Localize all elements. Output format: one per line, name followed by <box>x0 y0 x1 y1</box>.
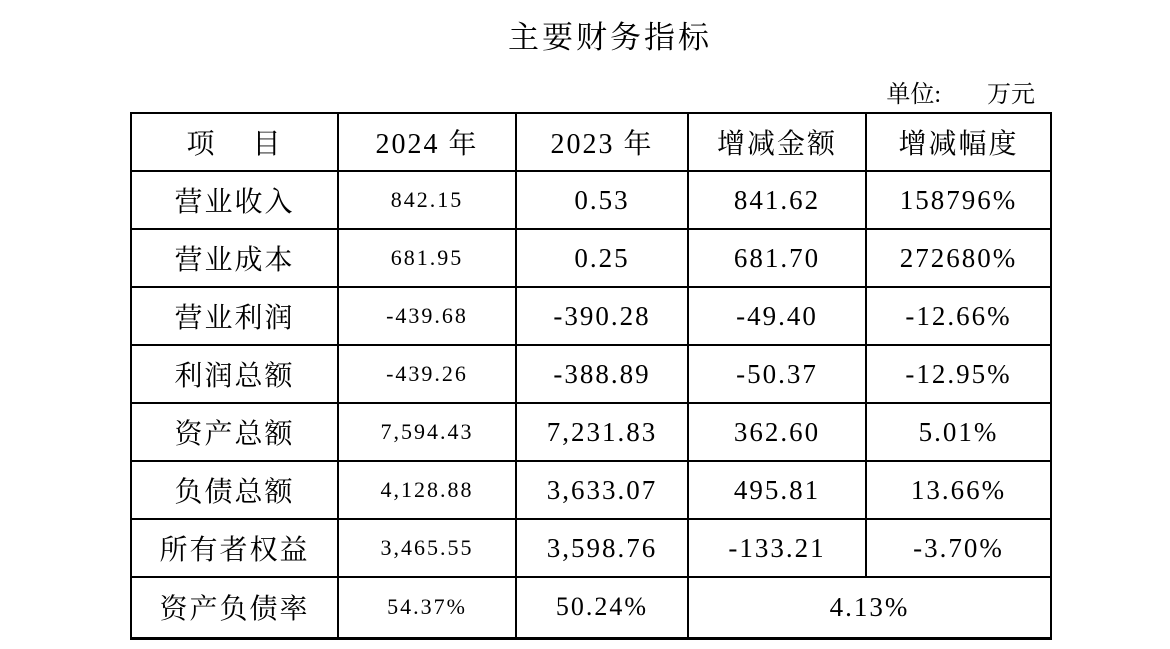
page-title: 主要财务指标 <box>508 20 712 55</box>
cell-rate: 13.66% <box>866 461 1051 519</box>
cell-2023: -388.89 <box>516 345 688 403</box>
cell-2023: 0.53 <box>516 171 688 229</box>
cell-rate: 5.01% <box>866 403 1051 461</box>
cell-2024: 3,465.55 <box>338 519 516 577</box>
table-row <box>131 461 1051 519</box>
cell-change: 362.60 <box>688 403 866 461</box>
financial-indicators-table <box>130 112 1052 640</box>
cell-2023: -390.28 <box>516 287 688 345</box>
table-row <box>131 287 1051 345</box>
cell-combined-change: 4.13% <box>688 577 1051 638</box>
table-row-asset-liability-ratio <box>131 577 1051 638</box>
cell-rate: -3.70% <box>866 519 1051 577</box>
cell-2023: 0.25 <box>516 229 688 287</box>
cell-2023: 3,598.76 <box>516 519 688 577</box>
row-label: 利润总额 <box>131 345 338 403</box>
unit-line <box>130 74 1035 109</box>
header-2023: 2023 年 <box>516 113 688 171</box>
cell-2024: 681.95 <box>338 229 516 287</box>
header-change: 增减金额 <box>688 113 866 171</box>
cell-2023: 50.24% <box>516 577 688 638</box>
row-label: 资产总额 <box>131 403 338 461</box>
cell-2023: 7,231.83 <box>516 403 688 461</box>
cell-rate: -12.66% <box>866 287 1051 345</box>
table-row <box>131 171 1051 229</box>
cell-2024: 842.15 <box>338 171 516 229</box>
cell-2024: -439.26 <box>338 345 516 403</box>
row-label: 营业成本 <box>131 229 338 287</box>
header-2024: 2024 年 <box>338 113 516 171</box>
cell-rate: -12.95% <box>866 345 1051 403</box>
cell-change: -133.21 <box>688 519 866 577</box>
table-row <box>131 403 1051 461</box>
cell-change: 841.62 <box>688 171 866 229</box>
cell-2023: 3,633.07 <box>516 461 688 519</box>
cell-rate: 272680% <box>866 229 1051 287</box>
row-label: 资产负债率 <box>131 577 338 638</box>
unit-value: 万元 <box>987 82 1035 108</box>
row-label: 营业收入 <box>131 171 338 229</box>
table-row <box>131 519 1051 577</box>
table-row <box>131 229 1051 287</box>
cell-change: -49.40 <box>688 287 866 345</box>
unit-label: 单位: <box>886 82 941 108</box>
cell-2024: 7,594.43 <box>338 403 516 461</box>
table-row <box>131 345 1051 403</box>
cell-change: 495.81 <box>688 461 866 519</box>
cell-change: -50.37 <box>688 345 866 403</box>
cell-2024: 54.37% <box>338 577 516 638</box>
row-label: 营业利润 <box>131 287 338 345</box>
cell-2024: -439.68 <box>338 287 516 345</box>
header-rate: 增减幅度 <box>866 113 1051 171</box>
cell-2024: 4,128.88 <box>338 461 516 519</box>
row-label: 负债总额 <box>131 461 338 519</box>
header-item: 项 目 <box>131 113 338 171</box>
cell-change: 681.70 <box>688 229 866 287</box>
cell-rate: 158796% <box>866 171 1051 229</box>
row-label: 所有者权益 <box>131 519 338 577</box>
table-header-row <box>131 113 1051 171</box>
